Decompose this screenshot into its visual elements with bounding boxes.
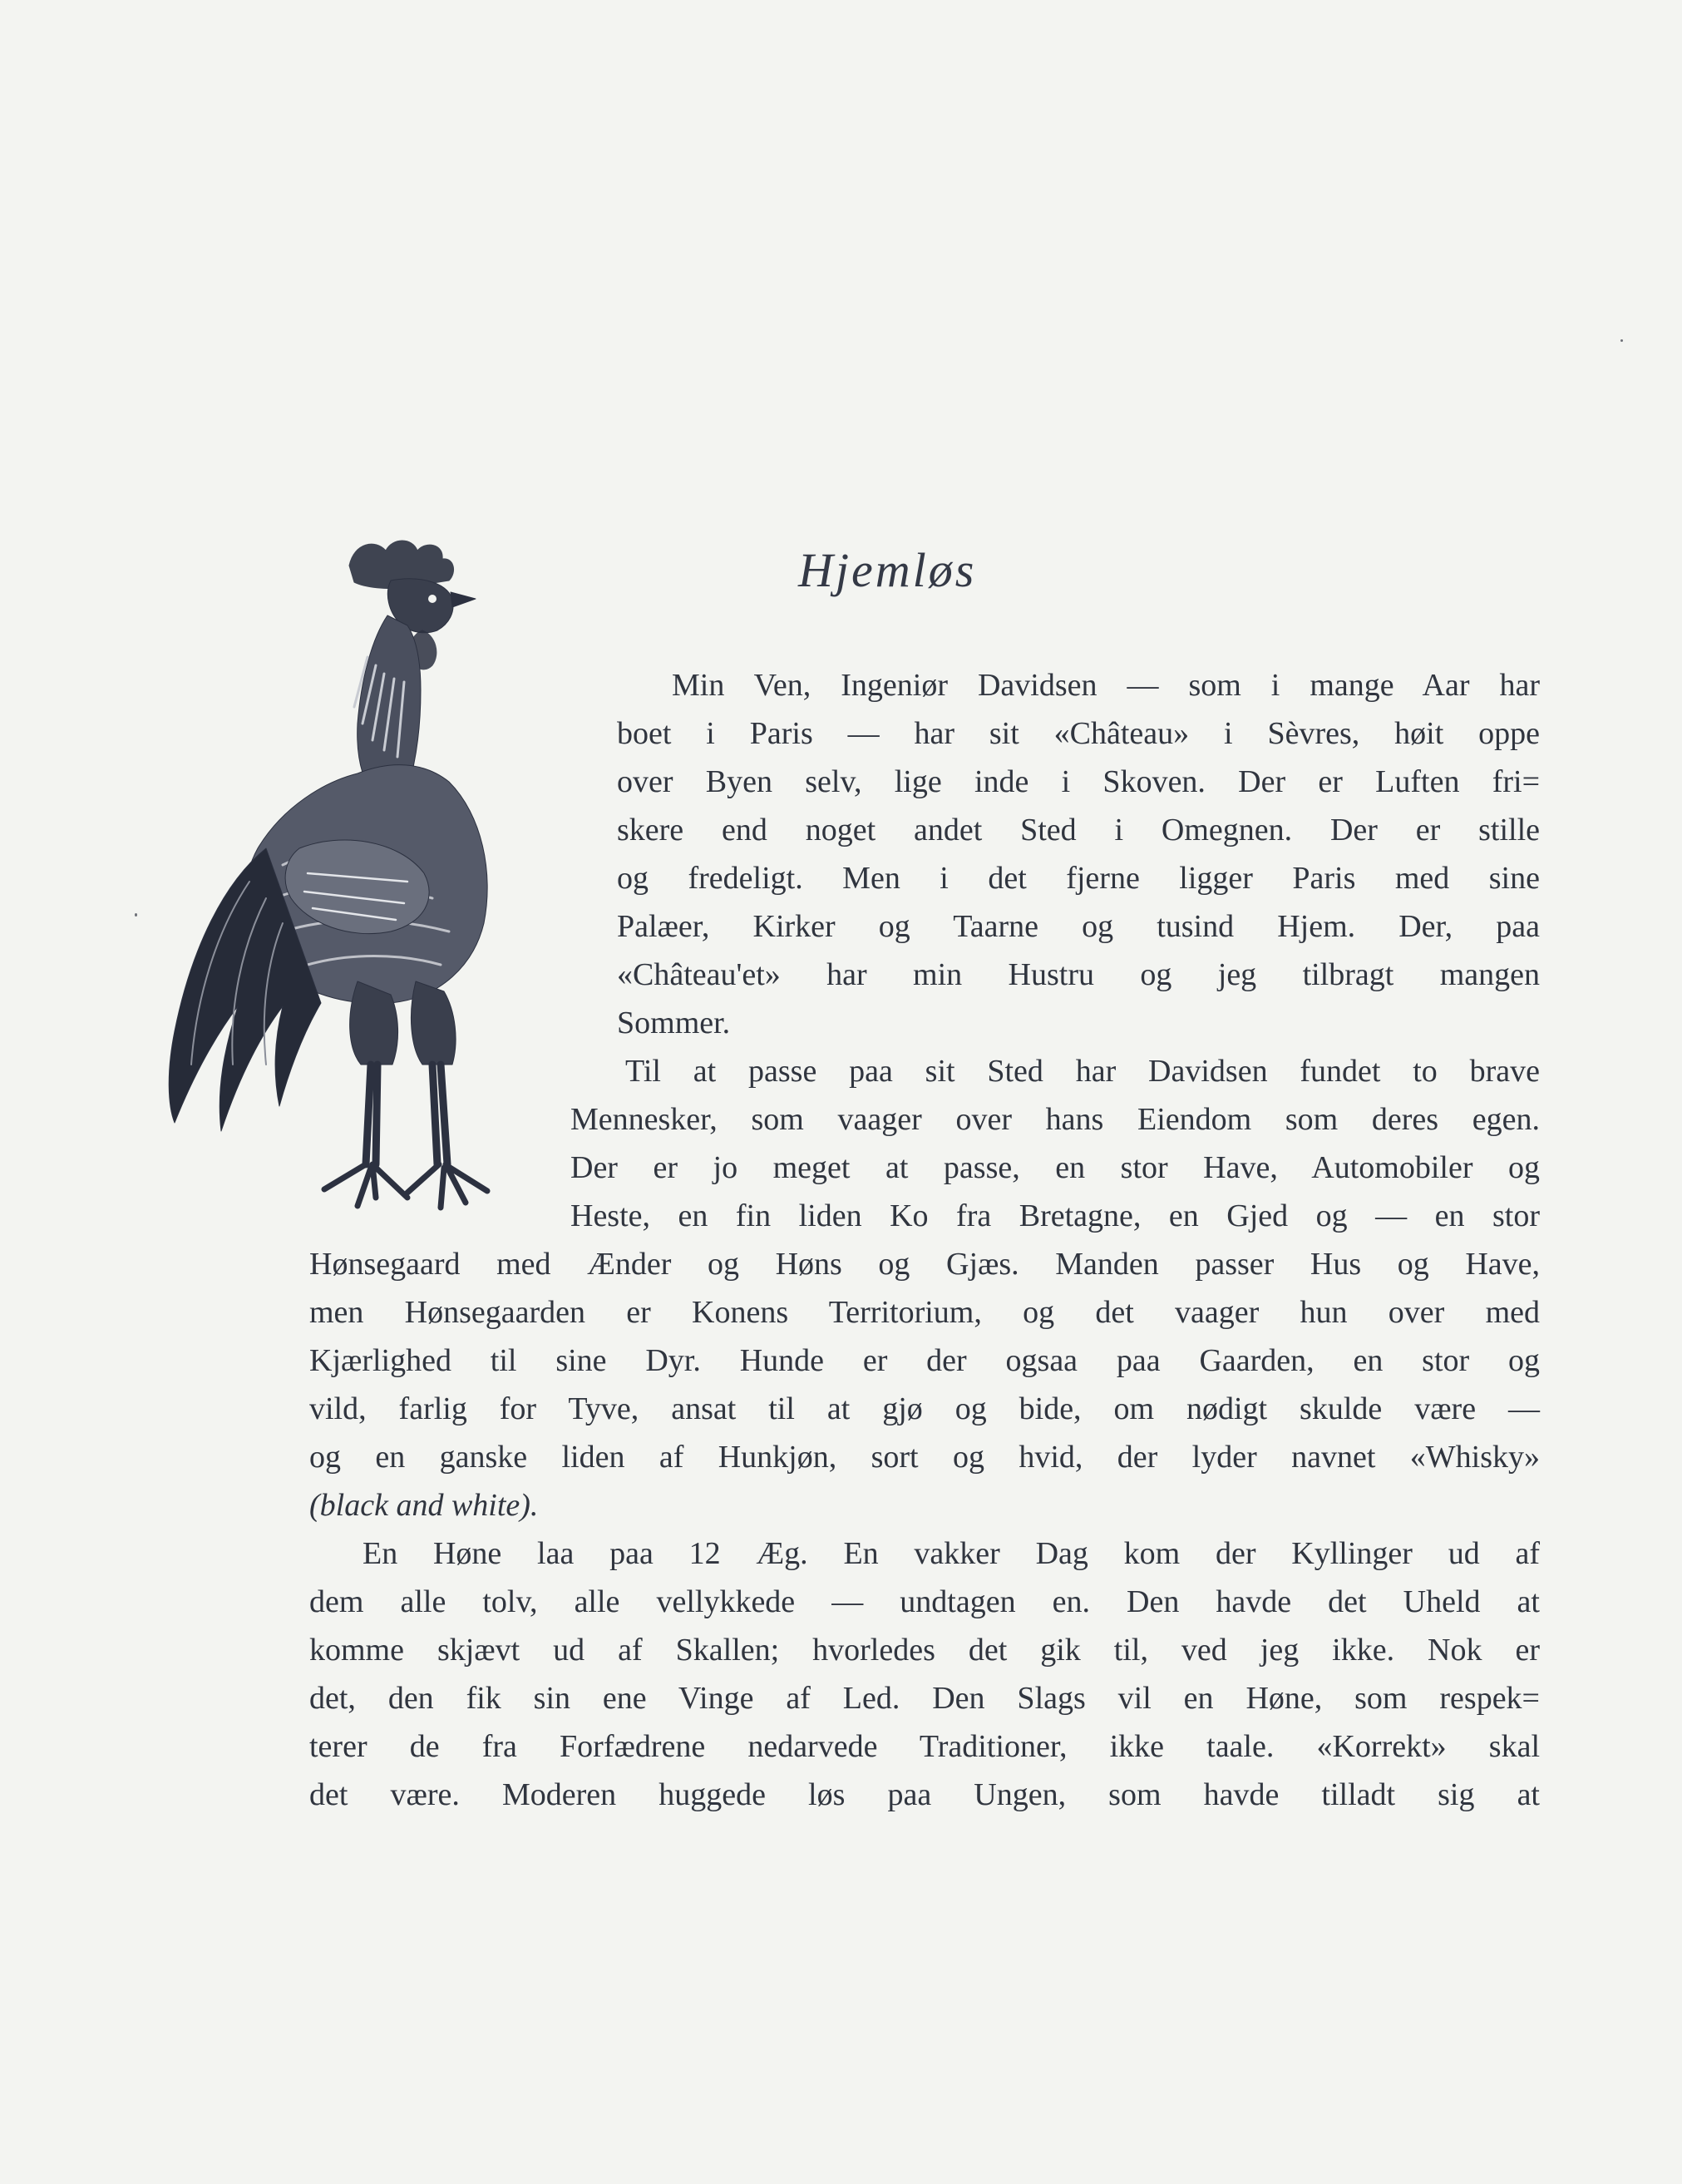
text-line: det, den fik sin ene Vinge af Led. Den Slags vil en Høne, som respek= — [309, 1681, 1540, 1716]
text-line: Til at passe paa sit Sted har Davidsen fundet to brave — [625, 1054, 1540, 1089]
chapter-title: Hjemløs — [798, 543, 977, 597]
text-line: men Hønsegaarden er Konens Territorium, og det vaager hun over med — [309, 1295, 1540, 1330]
text-line: skere end noget andet Sted i Omegnen. Der er stille — [617, 813, 1540, 847]
text-line: Hønsegaard med Ænder og Høns og Gjæs. Manden passer Hus og Have, — [309, 1247, 1540, 1282]
text-line: og en ganske liden af Hunkjøn, sort og hvid, der lyder navnet «Whisky» — [309, 1440, 1540, 1475]
text-line: vild, farlig for Tyve, ansat til at gjø og bide, om nødigt skulde være — — [309, 1391, 1540, 1426]
text-line: det være. Moderen huggede løs paa Ungen, som havde tilladt sig at — [309, 1777, 1540, 1812]
text-line: terer de fra Forfædrene nedarvede Traditioner, ikke taale. «Korrekt» skal — [309, 1729, 1540, 1764]
text-line: Palæer, Kirker og Taarne og tusind Hjem. Der, paa — [617, 909, 1540, 944]
text-line: Min Ven, Ingeniør Davidsen — som i mange Aar har — [672, 668, 1540, 703]
page-speck — [135, 913, 137, 917]
text-line: komme skjævt ud af Skallen; hvorledes det gik til, ved jeg ikke. Nok er — [309, 1633, 1540, 1668]
page-speck — [1620, 339, 1623, 342]
text-line: dem alle tolv, alle vellykkede — undtagen en. Den havde det Uheld at — [309, 1584, 1540, 1619]
text-line: og fredeligt. Men i det fjerne ligger Paris med sine — [617, 861, 1540, 896]
text-line: Sommer. — [617, 1006, 731, 1040]
text-line: En Høne laa paa 12 Æg. En vakker Dag kom der Kyllinger ud af — [363, 1536, 1540, 1571]
text-line: (black and white). — [309, 1488, 539, 1523]
text-line: «Château'et» har min Hustru og jeg tilbragt mangen — [617, 957, 1540, 992]
text-line: Heste, en fin liden Ko fra Bretagne, en Gjed og — en stor — [570, 1198, 1540, 1233]
text-line: Kjærlighed til sine Dyr. Hunde er der ogsaa paa Gaarden, en stor og — [309, 1343, 1540, 1378]
text-line: Der er jo meget at passe, en stor Have, Automobiler og — [570, 1150, 1540, 1185]
text-line: boet i Paris — har sit «Château» i Sèvres, høit oppe — [617, 716, 1540, 751]
rooster-illustration — [158, 532, 590, 1248]
text-line: Mennesker, som vaager over hans Eiendom som deres egen. — [570, 1102, 1540, 1137]
text-line: over Byen selv, lige inde i Skoven. Der er Luften fri= — [617, 764, 1540, 799]
